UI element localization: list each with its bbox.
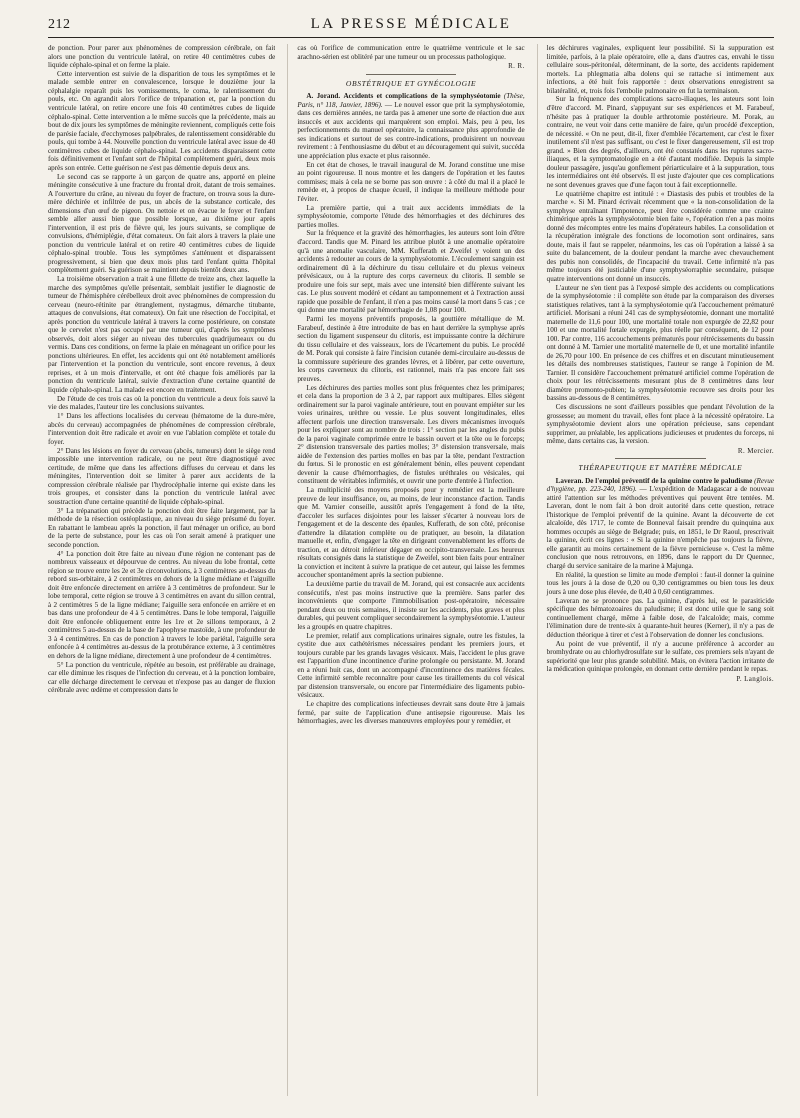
paragraph: Les déchirures des parties molles sont plus fréquentes chez les primipares; et cela dans la proportion de 3 à 2, par rapport aux multipares. Elles siègent ordinairement sur la paroi vaginale antérieure, tout en pouvant empiéter sur les voies urinaires, urèthre ou vessie. Le plus souvent longitudinales, elles affectent parfois une direction transversale. Les divers mécanismes invoqués pour les expliquer sont au nombre de trois : 1° section par les angles du pubis de la paroi vaginale comprimée entre le bassin ouvert et la tête ou le forceps; 2° distension transversale des parties molles; 3° distension transversale, mais aidée de l'extension des parties molles en bas par la tête, pendant l'extraction du fœtus. Si le pronostic en est généralement bénin, elles peuvent cependant devenir la cause d'hémorrhagies, de fistules uréthrales ou vésicales, qui constituent de véritables infirmités, et ouvrir une porte d'entrée à l'infection. bbox=[297, 383, 525, 486]
article-author-2: Laveran. bbox=[555, 476, 584, 485]
article-reference: (Thèse, Paris, n° 118, Janvier, 1896). bbox=[297, 92, 525, 109]
article-body-continued bbox=[547, 44, 774, 446]
paragraph: L'auteur ne s'en tient pas à l'exposé simple des accidents ou complications de la symphyséotomie : il complète son étude par la comparaison des diverses statistiques relatives, tant à la symphyséotomie qu'à l'accouchement prématuré artificiel. Morisani a réuni 241 cas de symphyséotomie, donnant une mortalité maternelle de 11,6 pour 100, une mortalité totale non expurgée de 22,82 pour 100 et une mortalité fœtale expurgée, plus réelle par conséquent, de 12 pour 100. Par contre, 116 accouchements prématurés pour rétrécissements du bassin ont donné à M. Tarnier une mortalité maternelle de 0, et une mortalité infantile de 26,70 pour 100. En présence de ces chiffres et en discutant minutieusement les détails des nombreuses statistiques, l'auteur se range à l'opinion de M. Tarnier. Il considère l'accouchement prématuré artificiel comme l'opération de choix pour les rétrécissements mesurant plus de 8 centimètres dans leur diamètre promonto-pubien; la symphyséotomie recouvre ses droits pour les bassins au-dessous de 8 centimètres. bbox=[546, 283, 774, 403]
paragraph: 5° La ponction du ventricule, répétée au besoin, est préférable au drainage, car elle diminue les risques de l'infection du cerveau, et à la ponction lombaire, car elle décharge directement le cerveau et n'expose pas au danger de fluxion cérébrale avec œdème et compression dans le bbox=[48, 660, 276, 695]
paragraph: Sur la fréquence et la gravité des hémorrhagies, les auteurs sont loin d'être d'accord. Tandis que M. Pinard les attribue plutôt à une anomalie opératoire qu'à une anomalie vasculaire, MM. Kufferath et Zweifel y voient un des accidents à redouter au cours de la symphyséotomie. L'écoulement sanguin est ordinairement dû à la déchirure du tissu cellulaire et du plexus veineux prévésicaux, ou à la rupture des corps caverneux du clitoris. Il semble se produire une fois sur sept, mais avec une intensité bien différente suivant les cas. Le plus souvent modéré et cédant au tamponnement et à l'extraction aussi rapide que possible de l'enfant, il n'en a pas moins causé la mort dans 5 cas ; ce qui donne une mortalité par hémorrhagie de 1,08 pour 100. bbox=[297, 229, 525, 315]
paragraph: 3° La trépanation qui précède la ponction doit être faite largement, par la méthode de la résection ostéoplastique, au niveau du siège présumé du foyer. En rabattant le lambeau après la ponction, il faut ménager un orifice, au bord de la perte de substance, pour les cas où l'on serait amené à pratiquer une seconde ponction. bbox=[48, 506, 276, 549]
page-header bbox=[48, 14, 774, 38]
section-title-therapeutique: THÉRAPEUTIQUE ET MATIÈRE MÉDICALE bbox=[578, 463, 743, 473]
paragraph: Cette intervention est suivie de la disparition de tous les symptômes et le malade semble entrer en convalescence, lorsque le douzième jour la céphalalgie reparaît puis les vomissements, le coma, le ralentissement du pouls, etc. On agrandit alors l'orifice de trépanation et, par la ponction du ventricule latéral, on retire encore une fois 40 centimètres cubes de liquide céphalo-spinal. Cette intervention a le même succès que la précédente, mais au bout de dix jours les symptômes de méningite reviennent, compliqués cette fois de parésie faciale, d'ecchymoses palpébrales, de ralentissement considérable du pouls, qui tombe à 44. Nouvelle ponction du ventricule latéral avec issue de 40 centimètres cubes de liquide céphalo-spinal. Les accidents disparaissent cette fois définitivement et l'enfant sort de l'hôpital complètement guéri, deux mois après son entrée. Cette guérison ne s'est pas démentie depuis deux ans. bbox=[48, 69, 276, 172]
article-body-jorand bbox=[297, 161, 524, 726]
paragraph: les déchirures vaginales, expliquent leur possibilité. Si la suppuration est limitée, parfois, à la plaie opératoire, elle a, dans d'autres cas, envahi le tissu cellulaire sous-péritonéal, déterminant, de la sorte, des accidents rapidement mortels. La phlegmatia alba dolens qui se rattache si intimement aux infections, a été huit fois rapportée : deux observations enregistrent sa bilatéralité, et, trois fois l'embolie pulmonaire en fut la terminaison. bbox=[546, 44, 774, 95]
paragraph: Le chapitre des complications infectieuses devrait sans doute être à jamais fermé, par suite de l'application d'une antisepsie rigoureuse. Mais les hémorrhagies, avec les diverses manœuvres employées pour y remédier, et bbox=[297, 700, 525, 726]
paragraph: de ponction. Pour parer aux phénomènes de compression cérébrale, on fait alors une ponction du ventricule latéral, on retire 40 centimètres cubes de liquide céphalo-spinal et on ferme la plaie. bbox=[48, 44, 276, 70]
paragraph: Au point de vue préventif, il n'y a aucune préférence à accorder au bromhydrate ou au chlorhydrosulfate sur le sulfate, ces premiers sels n'ayant de supériorité que leur plus grande solubilité. Mais, on évitera l'action irritante de la médication quinique prolongée, en donnant cette dernière pendant le repas. bbox=[546, 639, 774, 674]
article-reference-2: (Revue d'hygiène, pp. 223-240, 1896). bbox=[546, 476, 774, 494]
intro-paragraph: cas où l'orifice de communication entre le quatrième ventricule et le sac arachno-sérien est oblitéré par une tumeur ou un processus pathologique. bbox=[297, 44, 525, 61]
article-body-laveran bbox=[547, 571, 774, 674]
paragraph: La deuxième partie du travail de M. Jorand, qui est consacrée aux accidents consécutifs, n'est pas moins instructive que la première. Sans parler des inconvénients que comporte l'immobilisation post-opératoire, nécessaire pendant deux ou trois semaines, il insiste sur les accidents, plus graves et plus durables, qui peuvent compliquer secondairement la symphyséotomie. L'auteur les a groupés en quatre chapitres. bbox=[297, 580, 525, 631]
column-left bbox=[48, 44, 275, 1096]
column-right bbox=[537, 44, 774, 1096]
paragraph: Parmi les moyens préventifs proposés, la gouttière métallique de M. Farabeuf, destinée à être introduite de bas en haut derrière la symphyse après section du ligament suspenseur du clitoris, est impuissante contre la déchirure du tissu cellulaire et des vaisseaux, lors de l'écartement du pubis. Le procédé de M. Porak qui consiste à faire l'incision cutanée demi-circulaire au-dessus de la commissure supérieure des grandes lèvres, et à libérer, par cette ouverture, les corps caverneux du clitoris, est rationnel, mais n'a pas encore fait ses preuves. bbox=[297, 315, 525, 383]
article-lead-laveran bbox=[547, 477, 774, 571]
paragraph: Le second cas se rapporte à un garçon de quatre ans, apporté en pleine méningite consécutive à une fracture du frontal droit, datant de trois semaines. A l'ouverture du crâne, au niveau du foyer de fracture, on trouva sous la dure-mère déchirée et infiltrée de pus, un abcès de la substance corticale, des dimensions d'un œuf de pigeon. On nettoie et on évacue le foyer et l'enfant semble aller aussi bien que possible lorsque, au dixième jour après l'intervention, il est pris de fièvre qui, les jours suivants, se complique de convulsions, d'hémiplégie, d'état comateux. On fait alors à travers la plaie une ponction du ventricule latéral et on retire 40 centimètres cubes de liquide céphalo-spinal trouble. Tous les symptômes s'atténuent et disparaissent progressivement, si bien que deux mois plus tard l'enfant quitta l'hôpital complètement guéri. Sa guérison se maintient depuis bientôt deux ans. bbox=[48, 172, 276, 275]
paragraph: La première partie, qui a trait aux accidents immédiats de la symphyséotomie, comporte l'étude des hémorrhagies et des déchirures des parties molles. bbox=[297, 203, 525, 229]
section-title-obstetrique: OBSTÉTRIQUE ET GYNÉCOLOGIE bbox=[345, 78, 477, 88]
column-middle bbox=[287, 44, 524, 1096]
paragraph: Le premier, relatif aux complications urinaires signale, outre les fistules, la cystite due aux cathétérismes nécessaires pendant les premiers jours, et toujours curable par les grands lavages vésicaux. Mais, l'accident le plus grave est l'apparition d'une incontinence d'urine prolongée ou persistante. M. Jorand en a réuni huit cas, dont un accompagné d'incontinence des matières fécales. Cette infirmité semble reconnaître pour cause les tiraillements du col vésical par distension transversale, ou encore par l'intermédiaire des ligaments pubio-vésicaux. bbox=[297, 631, 525, 700]
paragraph: Ces discussions ne sont d'ailleurs possibles que pendant l'évolution de la grossesse; au moment du travail, elles font place à la nécessité opératoire. La symphyséotomie devient alors une opération précieuse, sans cependant supprimer, au préalable, les applications judicieuses et prudentes du forceps, ni même, dans certains cas, la version. bbox=[546, 403, 774, 446]
section-rule bbox=[366, 74, 457, 75]
paragraph: En cet état de choses, le travail inaugural de M. Jorand constitue une mise au point rigoureuse. Il nous montre et les dangers de l'opération et les fautes commises; mais à cela ne se borne pas son œuvre : à côté du mal il a placé le remède et, à propos de chaque écueil, il indique la meilleure méthode pour l'éviter. bbox=[297, 160, 525, 203]
paragraph: La multiplicité des moyens proposés pour y remédier est la meilleure preuve de leur insuffisance, ou, au moins, de leur inconstance d'action. Tandis que M. Varnier conseille, aussitôt après l'engagement à fond de la tête, d'accoler les surfaces disjointes pour les laisser s'écarter à nouveau lors de l'engagement et de la descente des épaules, Kufferath, de son côté, préconise d'attendre la dilatation complète ou de pratiquer, au besoin, la dilatation manuelle et, enfin, d'engager la tête en dirigeant convenablement les efforts de traction, et au détroit inférieur dégager en occipito-transversale. Les heureux résultats consignés dans la statistique de Zweifel, sont bien faits pour entraîner la conviction et incitent à suivre la pratique de cet auteur, qui laisse les femmes accoucher spontanément après la section pubienne. bbox=[297, 486, 525, 580]
paragraph: Sur la fréquence des complications sacro-iliaques, les auteurs sont loin d'être d'accord. M. Pinard, s'appuyant sur ses expériences et M. Farabeuf, n'hésite pas à pratiquer la double arthrotomie postérieure. M. Porak, au contraire, ne veut voir dans cette manière de faire, qu'un procédé d'exception, de nécessité. « On ne peut, dit-il, fixer d'emblée l'écartement, car c'est le fixer inutilement s'il n'est pas suffisant, ou c'est le fixer dangereusement, s'il est trop grand. » Bien des degrés, d'ailleurs, ont été constatés dans les ruptures sacro-iliaques, et la symptomatologie en a été d'autant modifiée. Depuis la simple douleur passagère, jusqu'au gonflement périarticulaire et à la suppuration, tous les intermédiaires ont été observés. Il est juste d'ajouter que ces complications ne sont devenues graves que d'une façon tout à fait exceptionnelle. bbox=[546, 95, 774, 189]
article-first-text-2: — L'expédition de Madagascar a de nouveau attiré l'attention sur les méthodes préventives qui peuvent être tentées. M. Laveran, dont le nom fait à bon droit autorité dans cette question, retrace l'historique de l'emploi préventif de la quinine. Avant la découverte de cet alcaloïde, dès 1717, le comte de Bonneval faisait prendre du quinquina aux hommes occupés au siège de Belgrade; puis, en 1851, le Dr Raoul, prescrivait la quinine, écrit ces lignes : « Si la quinine n'empêche pas toujours la fièvre, elle garantit au moins certainement de la fièvre pernicieuse ». C'est la même conclusion que nous retrouvons, en 1896, dans le rapport du Dr Quennec, chargé du service sanitaire de la marine à Majunga. bbox=[546, 485, 774, 570]
article-lead-jorand bbox=[297, 92, 524, 160]
article-author: A. Jorand. bbox=[306, 92, 341, 101]
article-first-text: — Le nouvel essor que prit la symphyséotomie, dans ces dernières années, ne tarda pas à amener une sorte de réaction due aux insuccès et aux accidents qui marquèrent son emploi. Mais, peu à peu, les perfectionnements du manuel opératoire, la connaissance plus approfondie de ses indications et surtout de ses contre-indications, produisirent un nouveau revirement : à l'enthousiasme du début et au découragement qui suivit, succéda une appréciation plus exacte et plus raisonnée. bbox=[297, 100, 525, 160]
article-title: Accidents et complications de la symphyséotomie bbox=[343, 92, 501, 101]
paragraph: La troisième observation a trait à une fillette de treize ans, chez laquelle la marche des symptômes qu'elle présentait, semblait justifier le diagnostic de tumeur de l'hémisphère cérébelleux droit avec phénomènes de compression du cerveau (neuro-rétinite par étranglement, nystagmus, démarche titubante, attaques de convulsions, état comateux). On fait une résection de l'occipital, et après ponction du ventricule latéral à travers la corne postérieure, on constate que le cervelet n'est pas occupé par une tumeur qui, d'après les symptômes observés, doit alors siéger au niveau des tubercules quadrijumeaux ou du vermis. Dans ces conditions, on ferme la plaie en ménageant un orifice pour les ponctions ultérieures. En effet, les accidents qui ont été notablement améliorés par l'intervention et la ponction du ventricule, sont encore revenus, à deux reprises, et à un mois d'intervalle, et ont été chaque fois améliorés par la ponction du ventricule latéral, suivie d'extraction d'une certaine quantité de liquide céphalo-spinal. La malade est encore en traitement. bbox=[48, 275, 276, 394]
section-rule-2 bbox=[615, 458, 706, 459]
paragraph: Laveran ne se prononce pas. La quinine, d'après lui, est le parasiticide spécifique des hématozoaires du paludisme; il est donc utile que le sang soit continuellement chargé, même à faible dose, de l'alcaloïde; mais, comme l'élimination dure de trente-six à quarante-huit heures (Kerner), il n'y a pas de déduction théorique à tirer et c'est à l'observation de donner les conclusions. bbox=[546, 596, 774, 639]
paragraph: De l'étude de ces trois cas où la ponction du ventricule a deux fois sauvé la vie des malades, l'auteur tire les conclusions suivantes. bbox=[48, 394, 276, 412]
signature-mercier: R. Mercier. bbox=[737, 446, 774, 455]
paragraph: En réalité, la question se limite au mode d'emploi : faut-il donner la quinine tous les jours à la dose de 0,20 ou 0,30 centigrammes ou bien tous les deux jours à une dose plus élevée, de 0,40 à 0,60 centigrammes. bbox=[546, 570, 774, 596]
page-number: 212 bbox=[48, 17, 71, 32]
paragraph: 2° Dans les lésions en foyer du cerveau (abcès, tumeurs) dont le siège rend impossible une intervention radicale, ou ne peut être diagnostiqué avec certitude, de même que dans les affections diffuses du cerveau et dans les méningites, l'intervention doit se limiter à parer aux accidents de la compression cérébrale réalisée par l'hydrocéphalie interne qui existe dans les trois groupes, et consister dans la ponction du ventricule latéral avec soustraction d'une certaine quantité de liquide céphalo-spinal. bbox=[48, 446, 276, 506]
paragraph: 4° La ponction doit être faite au niveau d'une région ne contenant pas de nombreux vaisseaux et dépourvue de centres. Au niveau du lobe frontal, cette région se trouve entre les 2e et 3e circonvolutions, à 3 centimètres au-dessus du rebord sus-orbitaire, à 2 centimètres en dehors de la ligne médiane et l'aiguille doit être enfoncée directement en arrière à 3 centimètres de profondeur. Sur le lobe temporal, cette région se trouve à 3 centimètres en avant du sillon central, à 2 centimètres 5 de la ligne médiane; l'aiguille sera enfoncée en arrière et en bas dans une profondeur de 4 à 5 centimètres. Dans le lobe temporal, l'aiguille doit être enfoncée obliquement entre les 1re et 2e sillons temporaux, à 2 centimètres 5 au-dessus de la base de l'apophyse mastoïde, à une profondeur de 3 à 4 centimètres. En cas de ponction à travers le lobe pariétal, l'aiguille sera enfoncée à 4 centimètres au-dessus de la protubérance externe, à 3 centimètres en dehors de la ligne médiane, directement à une profondeur de 4 centimètres. bbox=[48, 549, 276, 660]
signature-rr: R. R. bbox=[508, 62, 525, 71]
article-title-2: De l'emploi préventif de la quinine contre le paludisme bbox=[585, 476, 753, 485]
running-title: LA PRESSE MÉDICALE bbox=[310, 16, 512, 32]
text-columns bbox=[48, 44, 774, 1096]
signature-langlois: P. Langlois. bbox=[736, 674, 774, 683]
paragraph: 1° Dans les affections localisées du cerveau (hématome de la dure-mère, abcès du cerveau) accompagnées de phénomènes de compression cérébrale, l'intervention doit être radicale et avoir en vue l'ablation complète et totale du foyer. bbox=[48, 412, 276, 446]
paragraph: Le quatrième chapitre est intitulé : « Diastasis des pubis et troubles de la marche ». Si M. Pinard écrivait récemment que « la non-consolidation de la symphyse entraînant l'impotence, peut être considérée comme une crainte chimérique après la symphyséotomie bien faite », l'opération n'en a pas moins donné des mécomptes entre les mains d'opérateurs habiles. La consolidation et la récupération intégrale des fonctions de locomotion sont ordinaires, sans doute, mais il faut se rappeler, néanmoins, les cas où l'opération a laissé à sa suite du balancement, de la douleur pendant la marche avec chevauchement des pubis non consolidés, de l'incapacité du travail. Cette infirmité n'a pas même toujours été justiciable d'une symphyséorraphie secondaire, puisque quatre interventions ont donné un insuccès. bbox=[546, 189, 774, 283]
